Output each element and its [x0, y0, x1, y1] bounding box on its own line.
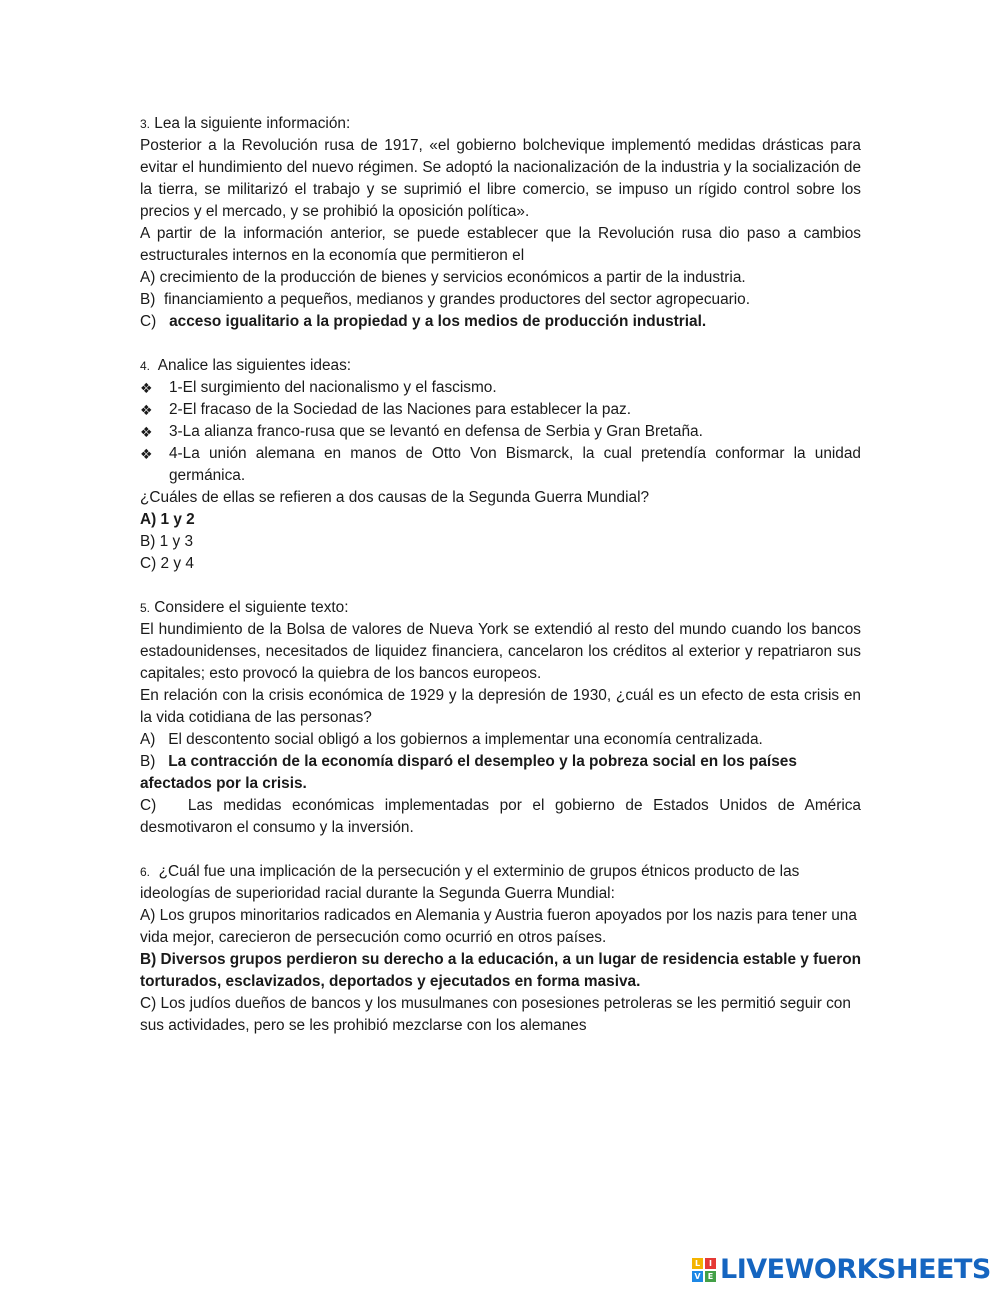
question-6: [140, 861, 861, 1037]
idea-text: 1-El surgimiento del nacionalismo y el fascismo.: [169, 379, 497, 396]
option-b[interactable]: [140, 289, 861, 311]
question-3-heading: [140, 113, 861, 135]
option-text: Las medidas económicas implementadas por el gobierno de Estados Unidos de América desmotivaron el consumo y la inversión.: [140, 797, 861, 836]
option-letter: C): [140, 313, 157, 330]
option-letter: B): [140, 753, 156, 770]
question-5-prompt: En relación con la crisis económica de 1929 y la depresión de 1930, ¿cuál es un efecto de esta crisis en la vida cotidiana de las personas?: [140, 687, 861, 726]
option-letter: C): [140, 797, 157, 814]
question-text: ¿Cuál fue una implicación de la persecución y el exterminio de grupos étnicos producto de las ideologías de superioridad racial durante la Segunda Guerra Mundial:: [140, 863, 800, 902]
question-number: 3.: [140, 117, 151, 131]
option-c[interactable]: [140, 311, 861, 333]
logo-letter: I: [705, 1258, 716, 1269]
diamond-bullet-icon: ❖: [140, 446, 153, 462]
question-number: 5.: [140, 601, 151, 615]
option-text: financiamiento a pequeños, medianos y grandes productores del sector agropecuario.: [163, 291, 751, 308]
question-4-prompt: ¿Cuáles de ellas se refieren a dos causas de la Segunda Guerra Mundial?: [140, 489, 650, 506]
question-number: 6.: [140, 865, 151, 879]
option-a[interactable]: [140, 267, 861, 289]
question-4: [140, 355, 861, 575]
option-c[interactable]: C) 2 y 4: [140, 555, 194, 572]
logo-letter: E: [705, 1271, 716, 1282]
list-item: [140, 421, 861, 443]
question-5-heading: [140, 597, 861, 619]
question-title: Analice las siguientes ideas:: [157, 357, 352, 374]
question-title: Considere el siguiente texto:: [154, 599, 349, 616]
option-a[interactable]: A) Los grupos minoritarios radicados en Alemania y Austria fueron apoyados por los nazis para tener una vida mejor, carecieron de persecución como ocurrió en otros países.: [140, 907, 857, 946]
diamond-bullet-icon: ❖: [140, 424, 153, 440]
question-4-heading: [140, 355, 861, 377]
question-5-passage: El hundimiento de la Bolsa de valores de Nueva York se extendió al resto del mundo cuando los bancos estadounidenses, necesitados de liquidez financiera, cancelaron los créditos al exterior y repatriaron sus capitales; esto provocó la quiebra de los bancos europeos.: [140, 621, 861, 682]
option-b[interactable]: [140, 751, 861, 795]
option-b[interactable]: B) Diversos grupos perdieron su derecho a la educación, a un lugar de residencia estable y fueron torturados, esclavizados, deportados y ejecutados en forma masiva.: [140, 951, 862, 990]
question-number: 4.: [140, 359, 151, 373]
option-text: El descontento social obligó a los gobiernos a implementar una economía centralizada.: [168, 731, 763, 748]
diamond-bullet-icon: ❖: [140, 380, 153, 396]
list-item: [140, 443, 861, 487]
logo-letter: L: [692, 1258, 703, 1269]
idea-text: 2-El fracaso de la Sociedad de las Naciones para establecer la paz.: [169, 401, 631, 418]
option-c[interactable]: [140, 795, 861, 839]
option-letter: A): [140, 269, 156, 286]
option-letter: B): [140, 291, 156, 308]
logo-letter: V: [692, 1271, 703, 1282]
option-text: La contracción de la economía disparó el desempleo y la pobreza social en los países afectados por la crisis.: [140, 753, 797, 792]
option-a[interactable]: [140, 729, 861, 751]
liveworksheets-logo: [692, 1254, 991, 1286]
brand-name: LIVEWORKSHEETS: [720, 1254, 991, 1285]
question-3-prompt: A partir de la información anterior, se puede establecer que la Revolución rusa dio paso a cambios estructurales internos en la economía que permitieron el: [140, 225, 861, 264]
list-item: [140, 399, 861, 421]
diamond-bullet-icon: ❖: [140, 402, 153, 418]
worksheet-page: [140, 113, 861, 1037]
option-text: acceso igualitario a la propiedad y a los medios de producción industrial.: [169, 313, 707, 330]
idea-text: 4-La unión alemana en manos de Otto Von Bismarck, la cual pretendía conformar la unidad germánica.: [169, 445, 861, 484]
question-6-prompt: [140, 861, 861, 905]
ideas-list: [140, 377, 861, 487]
logo-squares-icon: [692, 1258, 716, 1282]
option-text: crecimiento de la producción de bienes y servicios económicos a partir de la industria.: [159, 269, 746, 286]
option-letter: A): [140, 731, 156, 748]
idea-text: 3-La alianza franco-rusa que se levantó en defensa de Serbia y Gran Bretaña.: [169, 423, 703, 440]
option-a[interactable]: A) 1 y 2: [140, 511, 195, 528]
question-3: [140, 113, 861, 333]
list-item: [140, 377, 861, 399]
option-c[interactable]: C) Los judíos dueños de bancos y los musulmanes con posesiones petroleras se les permitió seguir con sus actividades, pero se les prohibió mezclarse con los alemanes: [140, 995, 851, 1034]
question-3-passage: Posterior a la Revolución rusa de 1917, «el gobierno bolchevique implementó medidas drásticas para evitar el hundimiento del nuevo régimen. Se adoptó la nacionalización de la industria y la socialización de la tierra, se militarizó el trabajo y se suprimió el libre comercio, se impuso un rígido control sobre los precios y el mercado, y se prohibió la oposición política».: [140, 137, 861, 220]
question-title: Lea la siguiente información:: [154, 115, 351, 132]
option-b[interactable]: B) 1 y 3: [140, 533, 194, 550]
question-5: [140, 597, 861, 839]
